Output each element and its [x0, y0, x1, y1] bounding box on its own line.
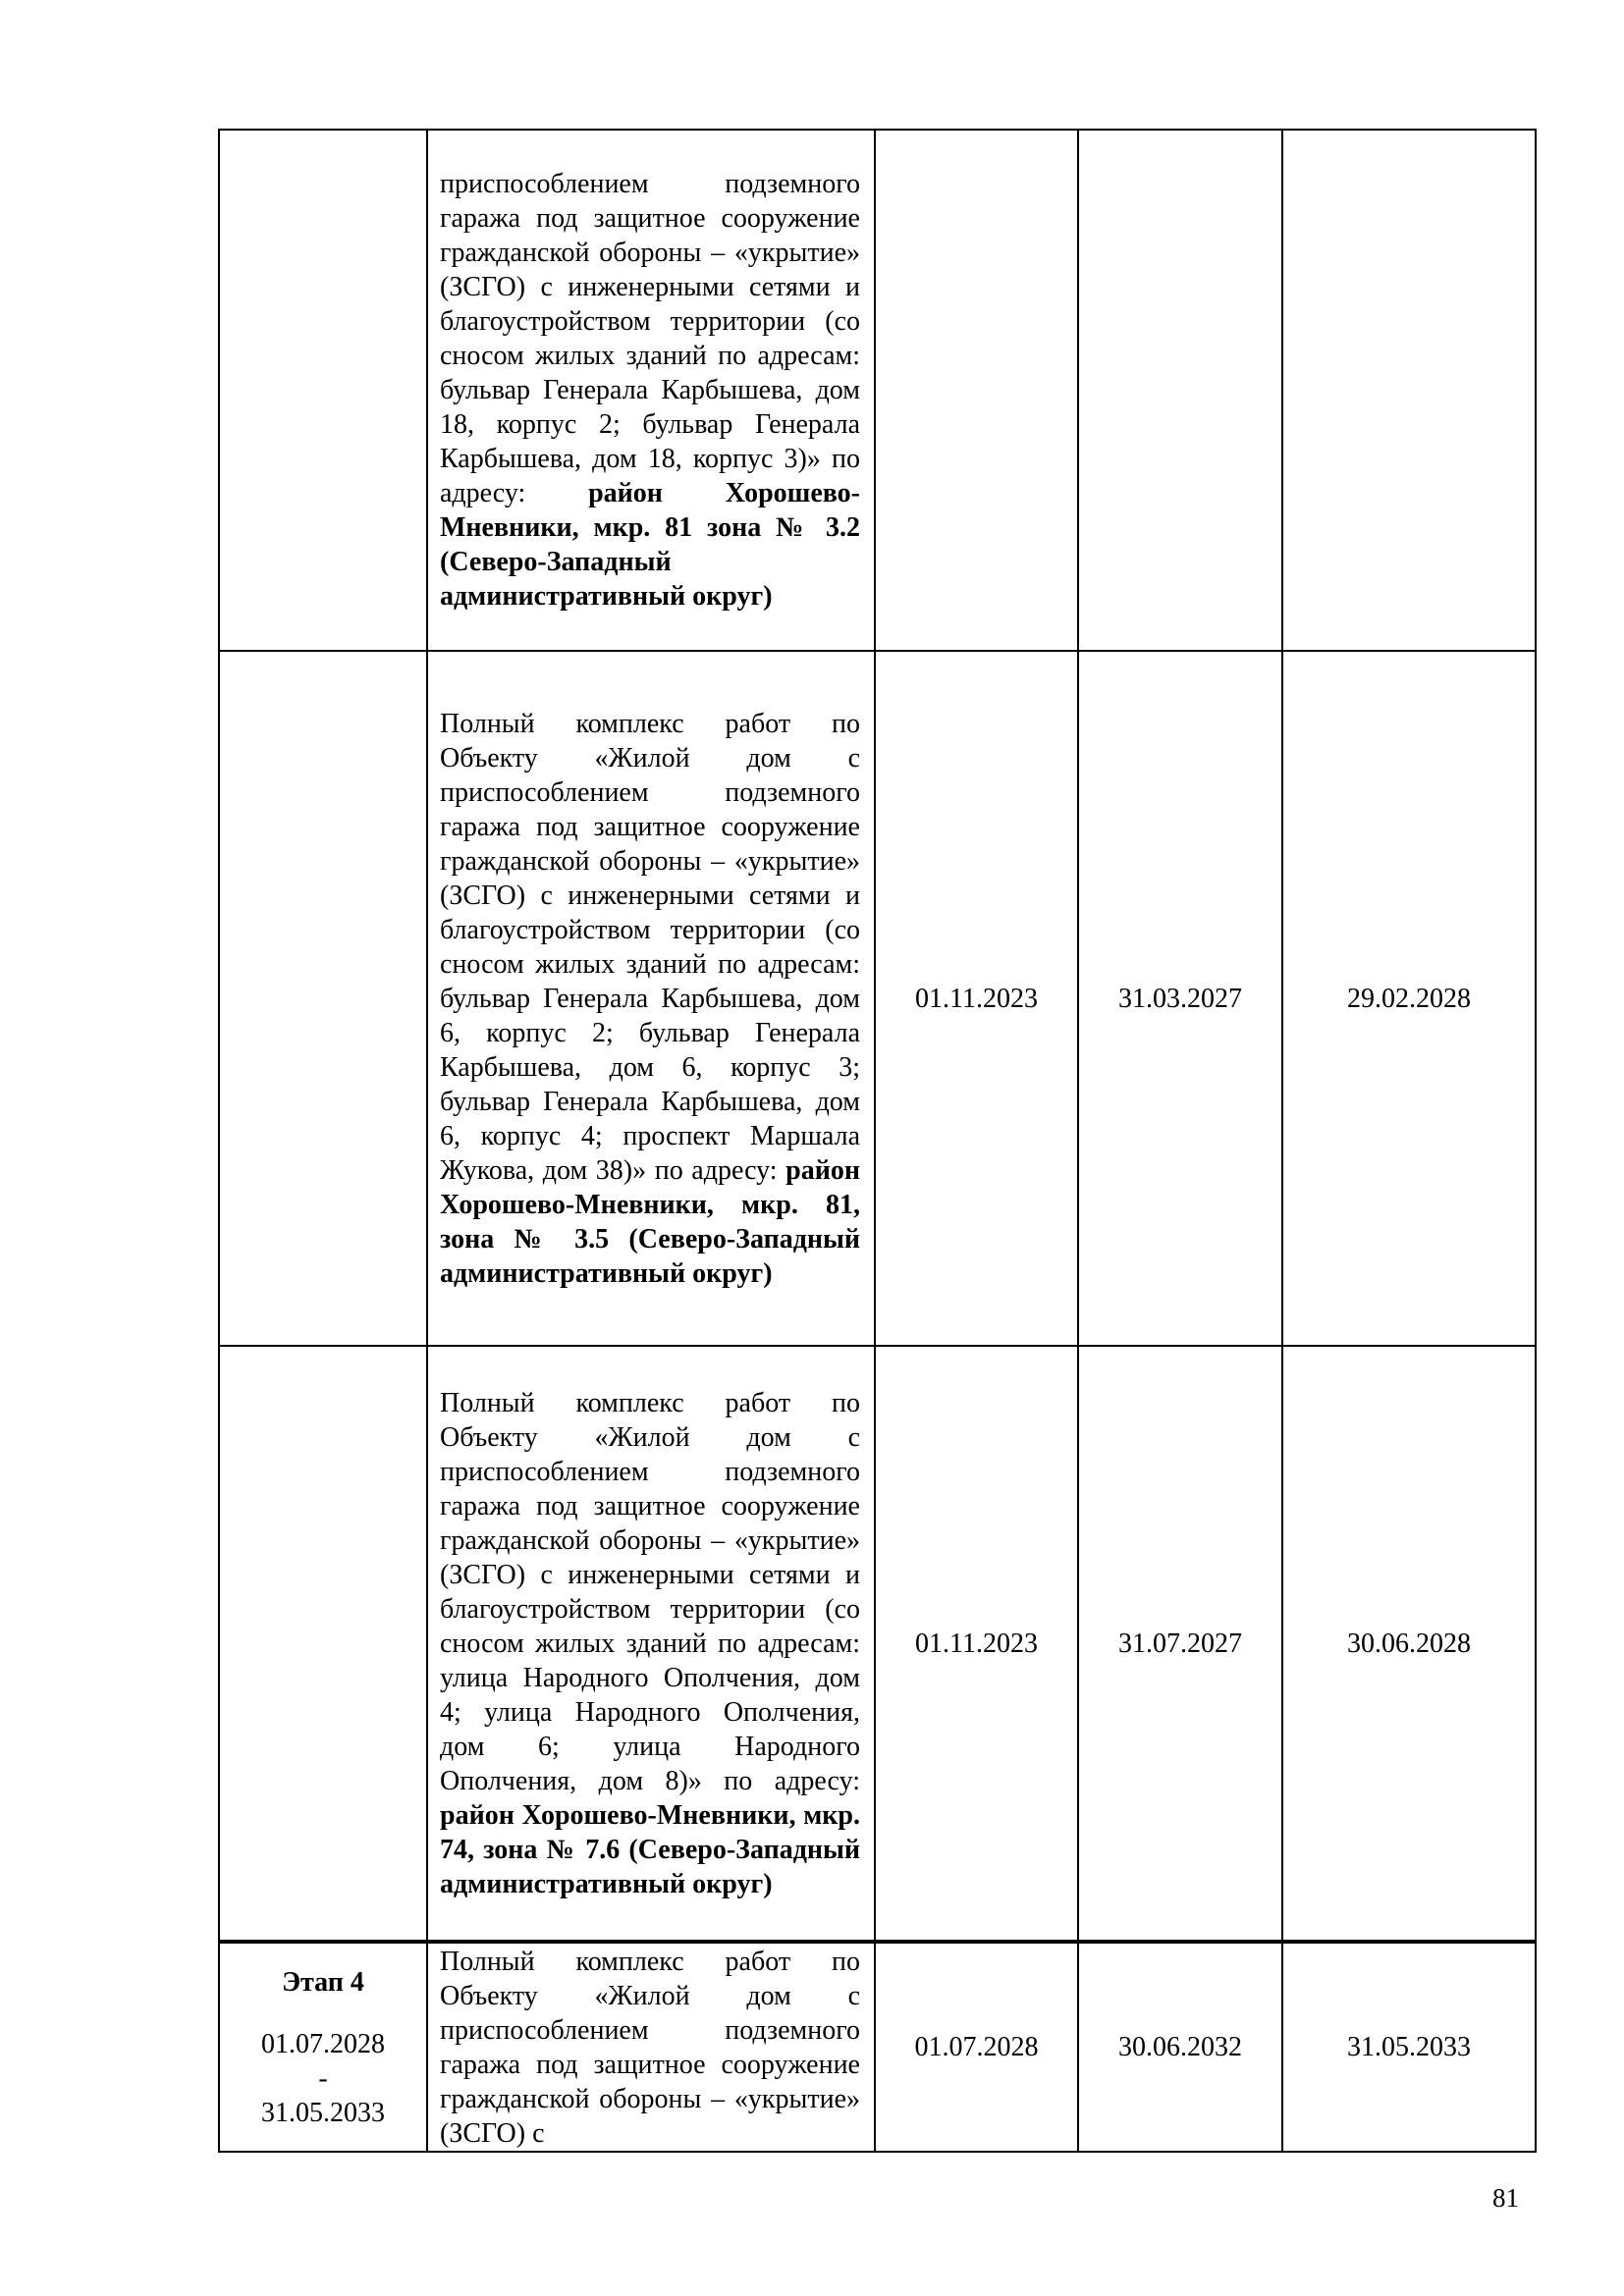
schedule-table [218, 129, 1537, 2153]
table-row [219, 130, 1536, 651]
stage-end-date: 31.05.2033 [261, 2097, 385, 2128]
description-cell [427, 1942, 875, 2152]
end-date-cell: 31.07.2027 [1078, 1346, 1282, 1942]
table-row [219, 1942, 1536, 2152]
description-cell [427, 1346, 875, 1942]
table-row [219, 1346, 1536, 1942]
description-cell [427, 130, 875, 651]
start-date-cell [875, 130, 1078, 651]
stage-cell [219, 130, 427, 651]
description-address: район Хорошево-Мневники, мкр. 74, зона № 7.6 (Северо-Западный административный округ) [440, 1799, 860, 1899]
table-row [219, 651, 1536, 1346]
end-date-cell [1078, 130, 1282, 651]
stage-start-date: 01.07.2028 [261, 2028, 385, 2059]
description-text: Полный комплекс работ по Объекту «Жилой дом с приспособлением подземного гаража под защитное сооружение гражданской обороны – «укрытие» (ЗСГО) с [440, 1946, 860, 2149]
stage-date-separator: - [318, 2062, 328, 2094]
description-text: приспособлением подземного гаража под защитное сооружение гражданской обороны – «укрытие» (ЗСГО) с инженерными сетями и благоустройством территории (со сносом жилых зданий по адресам: бульвар Генерала Карбышева, дом 18, корпус 2; бульвар Генерала Карбышева, дом 18, корпус 3)» по адресу: [440, 169, 860, 508]
final-date-cell: 30.06.2028 [1282, 1346, 1536, 1942]
description-text: Полный комплекс работ по Объекту «Жилой дом с приспособлением подземного гаража под защитное сооружение гражданской обороны – «укрытие» (ЗСГО) с инженерными сетями и благоустройством территории (со сносом жилых зданий по адресам: бульвар Генерала Карбышева, дом 6, корпус 2; бульвар Генерала Карбышева, дом 6, корпус 3; бульвар Генерала Карбышева, дом 6, корпус 4; проспект Маршала Жукова, дом 38)» по адресу: [440, 708, 860, 1186]
start-date-cell: 01.11.2023 [875, 651, 1078, 1346]
final-date-cell [1282, 130, 1536, 651]
end-date-cell: 30.06.2032 [1078, 1942, 1282, 2152]
end-date-cell: 31.03.2027 [1078, 651, 1282, 1346]
start-date-cell: 01.07.2028 [875, 1942, 1078, 2152]
page-number: 81 [1492, 2183, 1519, 2213]
description-cell [427, 651, 875, 1346]
stage-cell [219, 1346, 427, 1942]
description-text: Полный комплекс работ по Объекту «Жилой дом с приспособлением подземного гаража под защитное сооружение гражданской обороны – «укрытие» (ЗСГО) с инженерными сетями и благоустройством территории (со сносом жилых зданий по адресам: улица Народного Ополчения, дом 4; улица Народного Ополчения, дом 6; улица Народного Ополчения, дом 8)» по адресу: [440, 1387, 860, 1796]
final-date-cell: 29.02.2028 [1282, 651, 1536, 1346]
description-address: район Хорошево-Мневники, мкр. 81 зона № 3.2 (Северо-Западный административный округ) [440, 478, 860, 612]
stage-cell [219, 1942, 427, 2152]
start-date-cell: 01.11.2023 [875, 1346, 1078, 1942]
stage-cell [219, 651, 427, 1346]
description-address: район Хорошево-Мневники, мкр. 81, зона № 3.5 (Северо-Западный административный округ) [440, 1154, 860, 1289]
final-date-cell: 31.05.2033 [1282, 1942, 1536, 2152]
stage-title: Этап 4 [282, 1966, 364, 1998]
